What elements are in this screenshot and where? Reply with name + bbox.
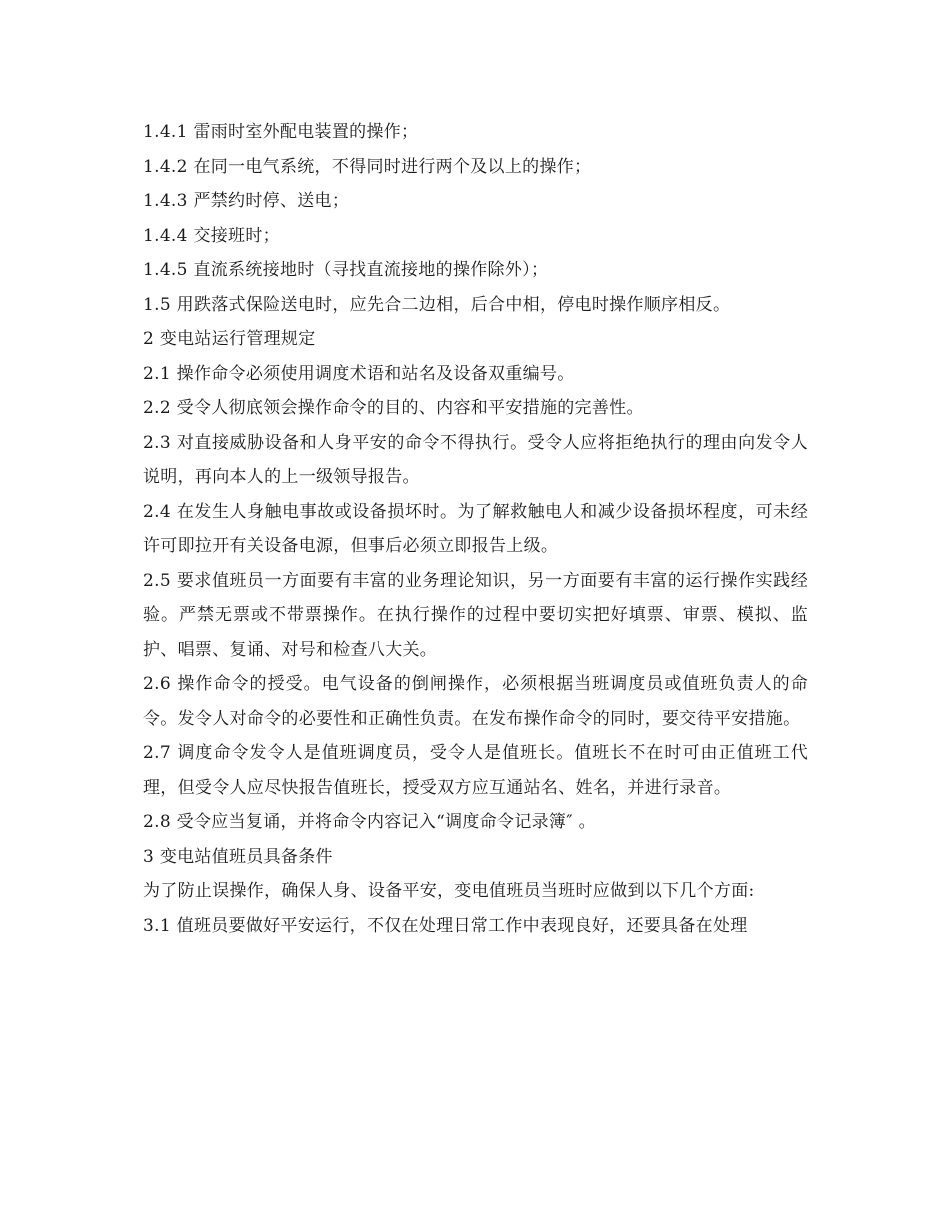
paragraph-1-5: 1.5 用跌落式保险送电时，应先合二边相，后合中相，停电时操作顺序相反。 (143, 294, 731, 315)
paragraph-1-4-4: 1.4.4 交接班时； (143, 225, 280, 246)
paragraph-2-6: 2.6 操作命令的授受。电气设备的倒闸操作，必须根据当班调度员或值班负责人的命令。发令人对命令的必要性和正确性负责。在发布操作命令的同时，要交待平安措施。 (143, 674, 808, 729)
paragraph-1-4-5: 1.4.5 直流系统接地时（寻找直流接地的操作除外）； (143, 260, 549, 280)
paragraph-3-1: 3.1 值班员要做好平安运行，不仅在处理日常工作中表现良好，还要具备在处理 (143, 915, 748, 936)
paragraph-2-7: 2.7 调度命令发令人是值班调度员，受令人是值班长。值班长不在时可由正值班工代理，但受令人应尽快报告值班长，授受双方应互通站名、姓名，并进行录音。 (143, 743, 808, 798)
paragraph-1-4-3: 1.4.3 严禁约时停、送电； (143, 191, 350, 211)
paragraph-2-8: 2.8 受令应当复诵，并将命令内容记入“调度命令记录簿″ 。 (143, 812, 596, 832)
paragraph-intro-3: 为了防止误操作，确保人身、设备平安，变电值班员当班时应做到以下几个方面: (143, 881, 755, 901)
paragraph-2-4: 2.4 在发生人身触电事故或设备损坏时。为了解救触电人和减少设备损坏程度，可未经许可即拉开有关设备电源，但事后必须立即报告上级。 (143, 501, 808, 556)
paragraph-1-4-1: 1.4.1 雷雨时室外配电装置的操作； (143, 122, 419, 142)
paragraph-1-4-2: 1.4.2 在同一电气系统，不得同时进行两个及以上的操作； (143, 156, 592, 177)
paragraph-2-3: 2.3 对直接威胁设备和人身平安的命令不得执行。受令人应将拒绝执行的理由向发令人说明，再向本人的上一级领导报告。 (143, 432, 808, 487)
paragraph-2-1: 2.1 操作命令必须使用调度术语和站名及设备双重编号。 (143, 363, 575, 384)
document-body (143, 115, 808, 943)
paragraph-2-2: 2.2 受令人彻底领会操作命令的目的、内容和平安措施的完善性。 (143, 398, 644, 418)
section-heading-2: 2 变电站运行管理规定 (143, 329, 316, 349)
paragraph-2-5: 2.5 要求值班员一方面要有丰富的业务理论知识，另一方面要有丰富的运行操作实践经验。严禁无票或不带票操作。在执行操作的过程中要切实把好填票、审票、模拟、监护、唱票、复诵、对号和检查八大关。 (143, 570, 808, 660)
section-heading-3: 3 变电站值班员具备条件 (143, 846, 333, 867)
